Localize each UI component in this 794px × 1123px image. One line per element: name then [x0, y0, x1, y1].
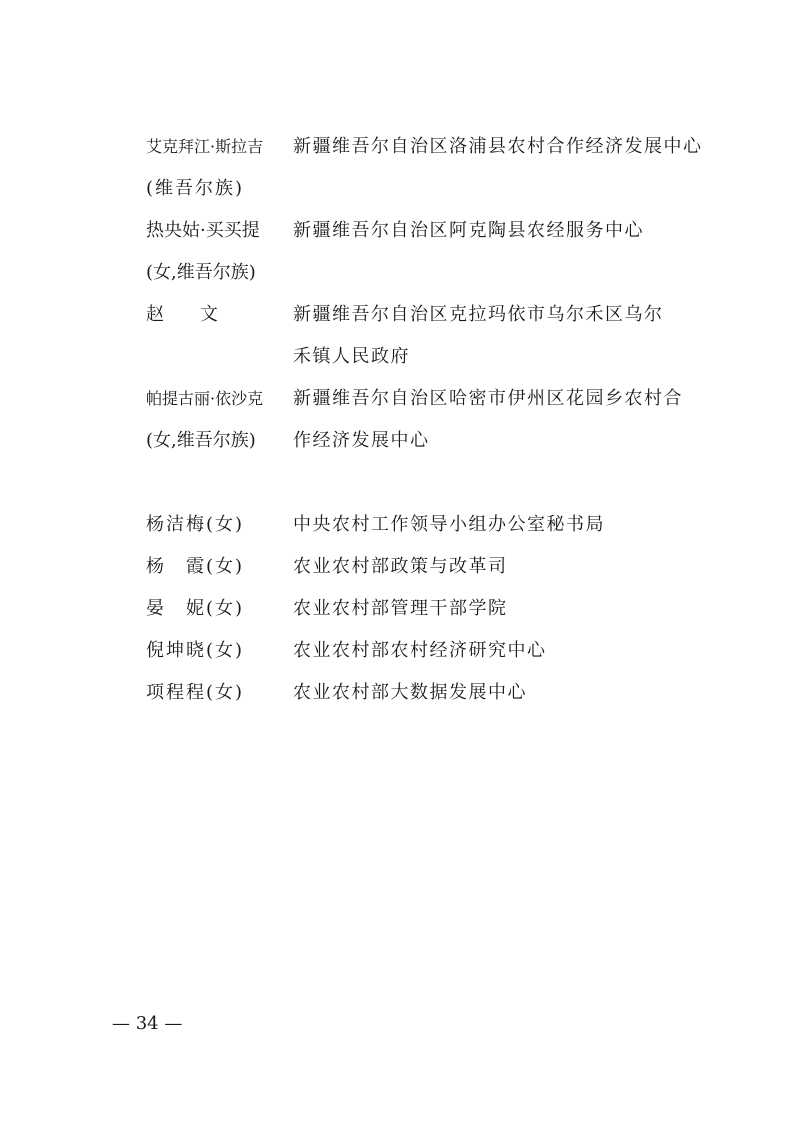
- person-name: 杨 霞(女): [146, 556, 245, 577]
- person-name: 艾克拜江·斯拉吉: [146, 137, 264, 156]
- person-organization: 新疆维吾尔自治区哈密市伊州区花园乡农村合: [293, 388, 683, 409]
- person-organization-continued: 禾镇人民政府: [293, 346, 410, 367]
- person-organization: 农业农村部管理干部学院: [293, 598, 508, 619]
- person-name: 热央姑·买买提: [146, 220, 260, 241]
- person-organization-continued: 作经济发展中心: [293, 430, 430, 451]
- person-organization: 农业农村部大数据发展中心: [293, 682, 527, 703]
- person-ethnicity: (女,维吾尔族): [146, 430, 256, 451]
- person-name: 晏 妮(女): [146, 598, 245, 619]
- person-ethnicity: (维吾尔族): [146, 178, 245, 199]
- person-organization: 农业农村部农村经济研究中心: [293, 640, 547, 661]
- person-name: 帕提古丽·依沙克: [146, 389, 264, 408]
- person-organization: 新疆维吾尔自治区阿克陶县农经服务中心: [293, 220, 644, 241]
- person-organization: 中央农村工作领导小组办公室秘书局: [293, 514, 605, 535]
- person-name: 杨洁梅(女): [146, 514, 245, 535]
- page-number: — 34 —: [112, 1013, 183, 1034]
- person-organization: 新疆维吾尔自治区克拉玛依市乌尔禾区乌尔: [293, 304, 664, 325]
- person-name: 项程程(女): [146, 682, 245, 703]
- person-organization: 新疆维吾尔自治区洛浦县农村合作经济发展中心: [293, 136, 703, 157]
- person-ethnicity: (女,维吾尔族): [146, 262, 256, 283]
- person-organization: 农业农村部政策与改革司: [293, 556, 508, 577]
- person-name: 倪坤晓(女): [146, 640, 245, 661]
- person-name: 赵 文: [146, 304, 218, 325]
